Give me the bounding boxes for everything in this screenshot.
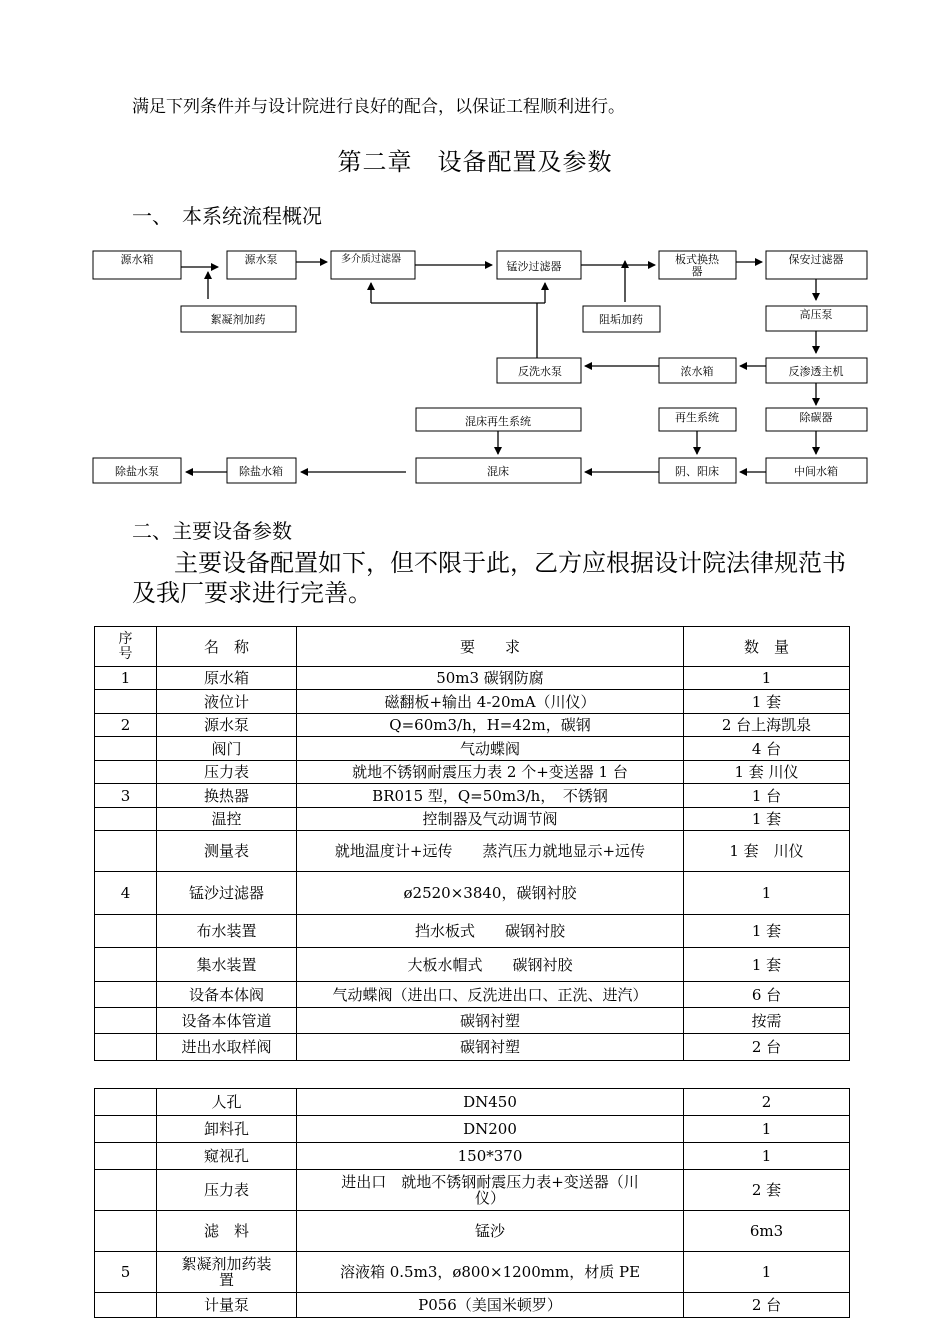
cell-name: 集水装置 xyxy=(157,948,297,982)
cell-name: 锰沙过滤器 xyxy=(157,872,297,915)
header-no-line2: 号 xyxy=(118,645,133,662)
cell-requirement: 磁翻板+输出 4-20mA（川仪） xyxy=(297,690,684,714)
label-ro-main-unit: 反渗透主机 xyxy=(788,365,844,378)
cell-requirement: 就地不锈钢耐震压力表 2 个+变送器 1 台 xyxy=(297,761,684,784)
cell-no xyxy=(95,948,157,982)
label-flocculant-dosing: 絮凝剂加药 xyxy=(210,313,266,326)
cell-name: 测量表 xyxy=(157,831,297,872)
cell-quantity: 1 套 xyxy=(684,690,850,714)
label-anion-cation-bed: 阴、阳床 xyxy=(675,465,719,478)
cell-requirement: Q=60m3/h，H=42m，碳钢 xyxy=(297,714,684,737)
table-row xyxy=(95,690,850,714)
cell-no: 5 xyxy=(95,1252,157,1293)
cell-quantity: 1 套 xyxy=(684,915,850,948)
label-desalted-water-pump: 除盐水泵 xyxy=(115,465,159,478)
cell-name: 源水泵 xyxy=(157,714,297,737)
cell-quantity: 1 xyxy=(684,1252,850,1293)
cell-name: 压力表 xyxy=(157,761,297,784)
cell-quantity: 2 台 xyxy=(684,1034,850,1061)
header-no xyxy=(95,627,157,667)
cell-requirement: DN200 xyxy=(297,1116,684,1143)
cell-quantity: 1 套 川仪 xyxy=(684,831,850,872)
table-row xyxy=(95,948,850,982)
cell-name: 温控 xyxy=(157,808,297,831)
cell-name: 设备本体管道 xyxy=(157,1008,297,1034)
label-plate-hx-2: 器 xyxy=(691,265,703,278)
cell-requirement: 锰沙 xyxy=(297,1211,684,1252)
cell-no xyxy=(95,915,157,948)
header-name: 名 称 xyxy=(157,627,297,667)
label-desalted-water-tank: 除盐水箱 xyxy=(239,465,283,478)
label-backwash-pump: 反洗水泵 xyxy=(518,365,562,378)
table-row xyxy=(95,831,850,872)
cell-name: 窥视孔 xyxy=(157,1143,297,1170)
table-row xyxy=(95,1008,850,1034)
header-requirement: 要 求 xyxy=(297,627,684,667)
equipment-table-2 xyxy=(94,1088,850,1318)
cell-no xyxy=(95,1034,157,1061)
table-row xyxy=(95,1170,850,1211)
cell-no: 2 xyxy=(95,714,157,737)
cell-name: 计量泵 xyxy=(157,1293,297,1318)
label-concentrate-tank: 浓水箱 xyxy=(680,365,714,378)
table-row xyxy=(95,1034,850,1061)
label-source-pump: 源水泵 xyxy=(244,253,278,266)
table-row xyxy=(95,784,850,808)
cell-requirement: 挡水板式 碳钢衬胶 xyxy=(297,915,684,948)
table-row xyxy=(95,1116,850,1143)
header-quantity: 数 量 xyxy=(684,627,850,667)
cell-no xyxy=(95,1008,157,1034)
cell-requirement-line1: 进出口 就地不锈钢耐震压力表+变送器（川 xyxy=(341,1173,639,1191)
cell-quantity: 1 套 xyxy=(684,948,850,982)
cell-name: 布水装置 xyxy=(157,915,297,948)
label-source-tank: 源水箱 xyxy=(120,253,154,266)
cell-no xyxy=(95,808,157,831)
cell-name: 原水箱 xyxy=(157,667,297,690)
cell-quantity: 2 台上海凯泉 xyxy=(684,714,850,737)
table-row xyxy=(95,1252,850,1293)
cell-requirement: BR015 型，Q=50m3/h， 不锈钢 xyxy=(297,784,684,808)
label-mn-sand-filter: 锰沙过滤器 xyxy=(506,260,562,273)
label-mixbed-regen-system: 混床再生系统 xyxy=(465,415,531,428)
cell-requirement: P056（美国米顿罗） xyxy=(297,1293,684,1318)
cell-requirement: 控制器及气动调节阀 xyxy=(297,808,684,831)
cell-quantity: 1 台 xyxy=(684,784,850,808)
cell-requirement: DN450 xyxy=(297,1089,684,1116)
cell-name: 人孔 xyxy=(157,1089,297,1116)
cell-requirement: 溶液箱 0.5m3，ø800×1200mm，材质 PE xyxy=(297,1252,684,1293)
cell-requirement: 大板水帽式 碳钢衬胶 xyxy=(297,948,684,982)
cell-name: 换热器 xyxy=(157,784,297,808)
cell-name: 滤 料 xyxy=(157,1211,297,1252)
cell-quantity: 1 xyxy=(684,1143,850,1170)
process-flow-diagram xyxy=(0,0,950,500)
cell-requirement: 碳钢衬塑 xyxy=(297,1034,684,1061)
cell-no xyxy=(95,1211,157,1252)
cell-requirement: 碳钢衬塑 xyxy=(297,1008,684,1034)
cell-requirement: 气动蝶阀 xyxy=(297,737,684,761)
cell-no xyxy=(95,1170,157,1211)
label-mixed-bed: 混床 xyxy=(487,465,509,478)
table-row xyxy=(95,1089,850,1116)
table-row xyxy=(95,808,850,831)
cell-no xyxy=(95,737,157,761)
chapter-title: 第二章 设备配置及参数 xyxy=(337,148,613,176)
table-row xyxy=(95,714,850,737)
table-row xyxy=(95,915,850,948)
cell-requirement: 就地温度计+远传 蒸汽压力就地显示+远传 xyxy=(297,831,684,872)
cell-quantity: 2 xyxy=(684,1089,850,1116)
cell-name-line1: 絮凝剂加药装 xyxy=(181,1255,272,1273)
cell-no xyxy=(95,1116,157,1143)
cell-name: 液位计 xyxy=(157,690,297,714)
cell-quantity: 6 台 xyxy=(684,982,850,1008)
cell-quantity: 1 套 xyxy=(684,808,850,831)
cell-no: 1 xyxy=(95,667,157,690)
cell-name: 设备本体阀 xyxy=(157,982,297,1008)
table-row xyxy=(95,667,850,690)
cell-requirement: 50m3 碳钢防腐 xyxy=(297,667,684,690)
cell-quantity: 1 xyxy=(684,1116,850,1143)
cell-quantity: 4 台 xyxy=(684,737,850,761)
header-no-line1: 序 xyxy=(118,630,133,647)
label-high-pressure-pump: 高压泵 xyxy=(799,308,833,321)
label-plate-hx-1: 板式换热 xyxy=(675,253,719,266)
label-decarbonizer: 除碳器 xyxy=(799,411,833,424)
label-multi-media-filter: 多介质过滤器 xyxy=(341,254,401,265)
cell-no xyxy=(95,1293,157,1318)
section-1-heading: 一、 本系统流程概况 xyxy=(132,204,322,228)
table-row xyxy=(95,761,850,784)
cell-quantity: 2 套 xyxy=(684,1170,850,1211)
intro-text: 满足下列条件并与设计院进行良好的配合，以保证工程顺利进行。 xyxy=(132,97,625,117)
table-row xyxy=(95,1293,850,1318)
cell-quantity: 1 xyxy=(684,667,850,690)
cell-name-line2: 置 xyxy=(218,1271,234,1289)
table-row xyxy=(95,982,850,1008)
cell-name: 卸料孔 xyxy=(157,1116,297,1143)
cell-requirement: ø2520×3840，碳钢衬胶 xyxy=(297,872,684,915)
table-row xyxy=(95,872,850,915)
intro-paragraph: 主要设备配置如下，但不限于此，乙方应根据设计院法律规范书及我厂要求进行完善。 xyxy=(132,549,846,607)
table-row xyxy=(95,737,850,761)
cell-no: 4 xyxy=(95,872,157,915)
equipment-table-1 xyxy=(94,626,850,1061)
cell-no: 3 xyxy=(95,784,157,808)
table-header-row xyxy=(95,627,850,667)
cell-quantity: 6m3 xyxy=(684,1211,850,1252)
cell-quantity: 1 套 川仪 xyxy=(684,761,850,784)
cell-requirement: 气动蝶阀（进出口、反洗进出口、正洗、进汽） xyxy=(297,982,684,1008)
label-regen-system: 再生系统 xyxy=(675,411,719,424)
label-intermediate-tank: 中间水箱 xyxy=(794,465,838,478)
cell-quantity: 1 xyxy=(684,872,850,915)
cell-name: 阀门 xyxy=(157,737,297,761)
cell-name: 进出水取样阀 xyxy=(157,1034,297,1061)
cell-name: 压力表 xyxy=(157,1170,297,1211)
cell-requirement: 150*370 xyxy=(297,1143,684,1170)
cell-quantity: 2 台 xyxy=(684,1293,850,1318)
section-2-heading: 二、主要设备参数 xyxy=(132,519,292,543)
table-row xyxy=(95,1143,850,1170)
cell-requirement xyxy=(297,1170,684,1211)
cell-name xyxy=(157,1252,297,1293)
cell-no xyxy=(95,690,157,714)
label-scale-inhibitor-dosing: 阻垢加药 xyxy=(599,313,643,326)
cell-no xyxy=(95,1143,157,1170)
label-security-filter: 保安过滤器 xyxy=(788,253,844,266)
cell-no xyxy=(95,982,157,1008)
cell-no xyxy=(95,761,157,784)
cell-requirement-line2: 仪） xyxy=(474,1189,505,1207)
table-row xyxy=(95,1211,850,1252)
cell-no xyxy=(95,1089,157,1116)
cell-quantity: 按需 xyxy=(684,1008,850,1034)
cell-no xyxy=(95,831,157,872)
